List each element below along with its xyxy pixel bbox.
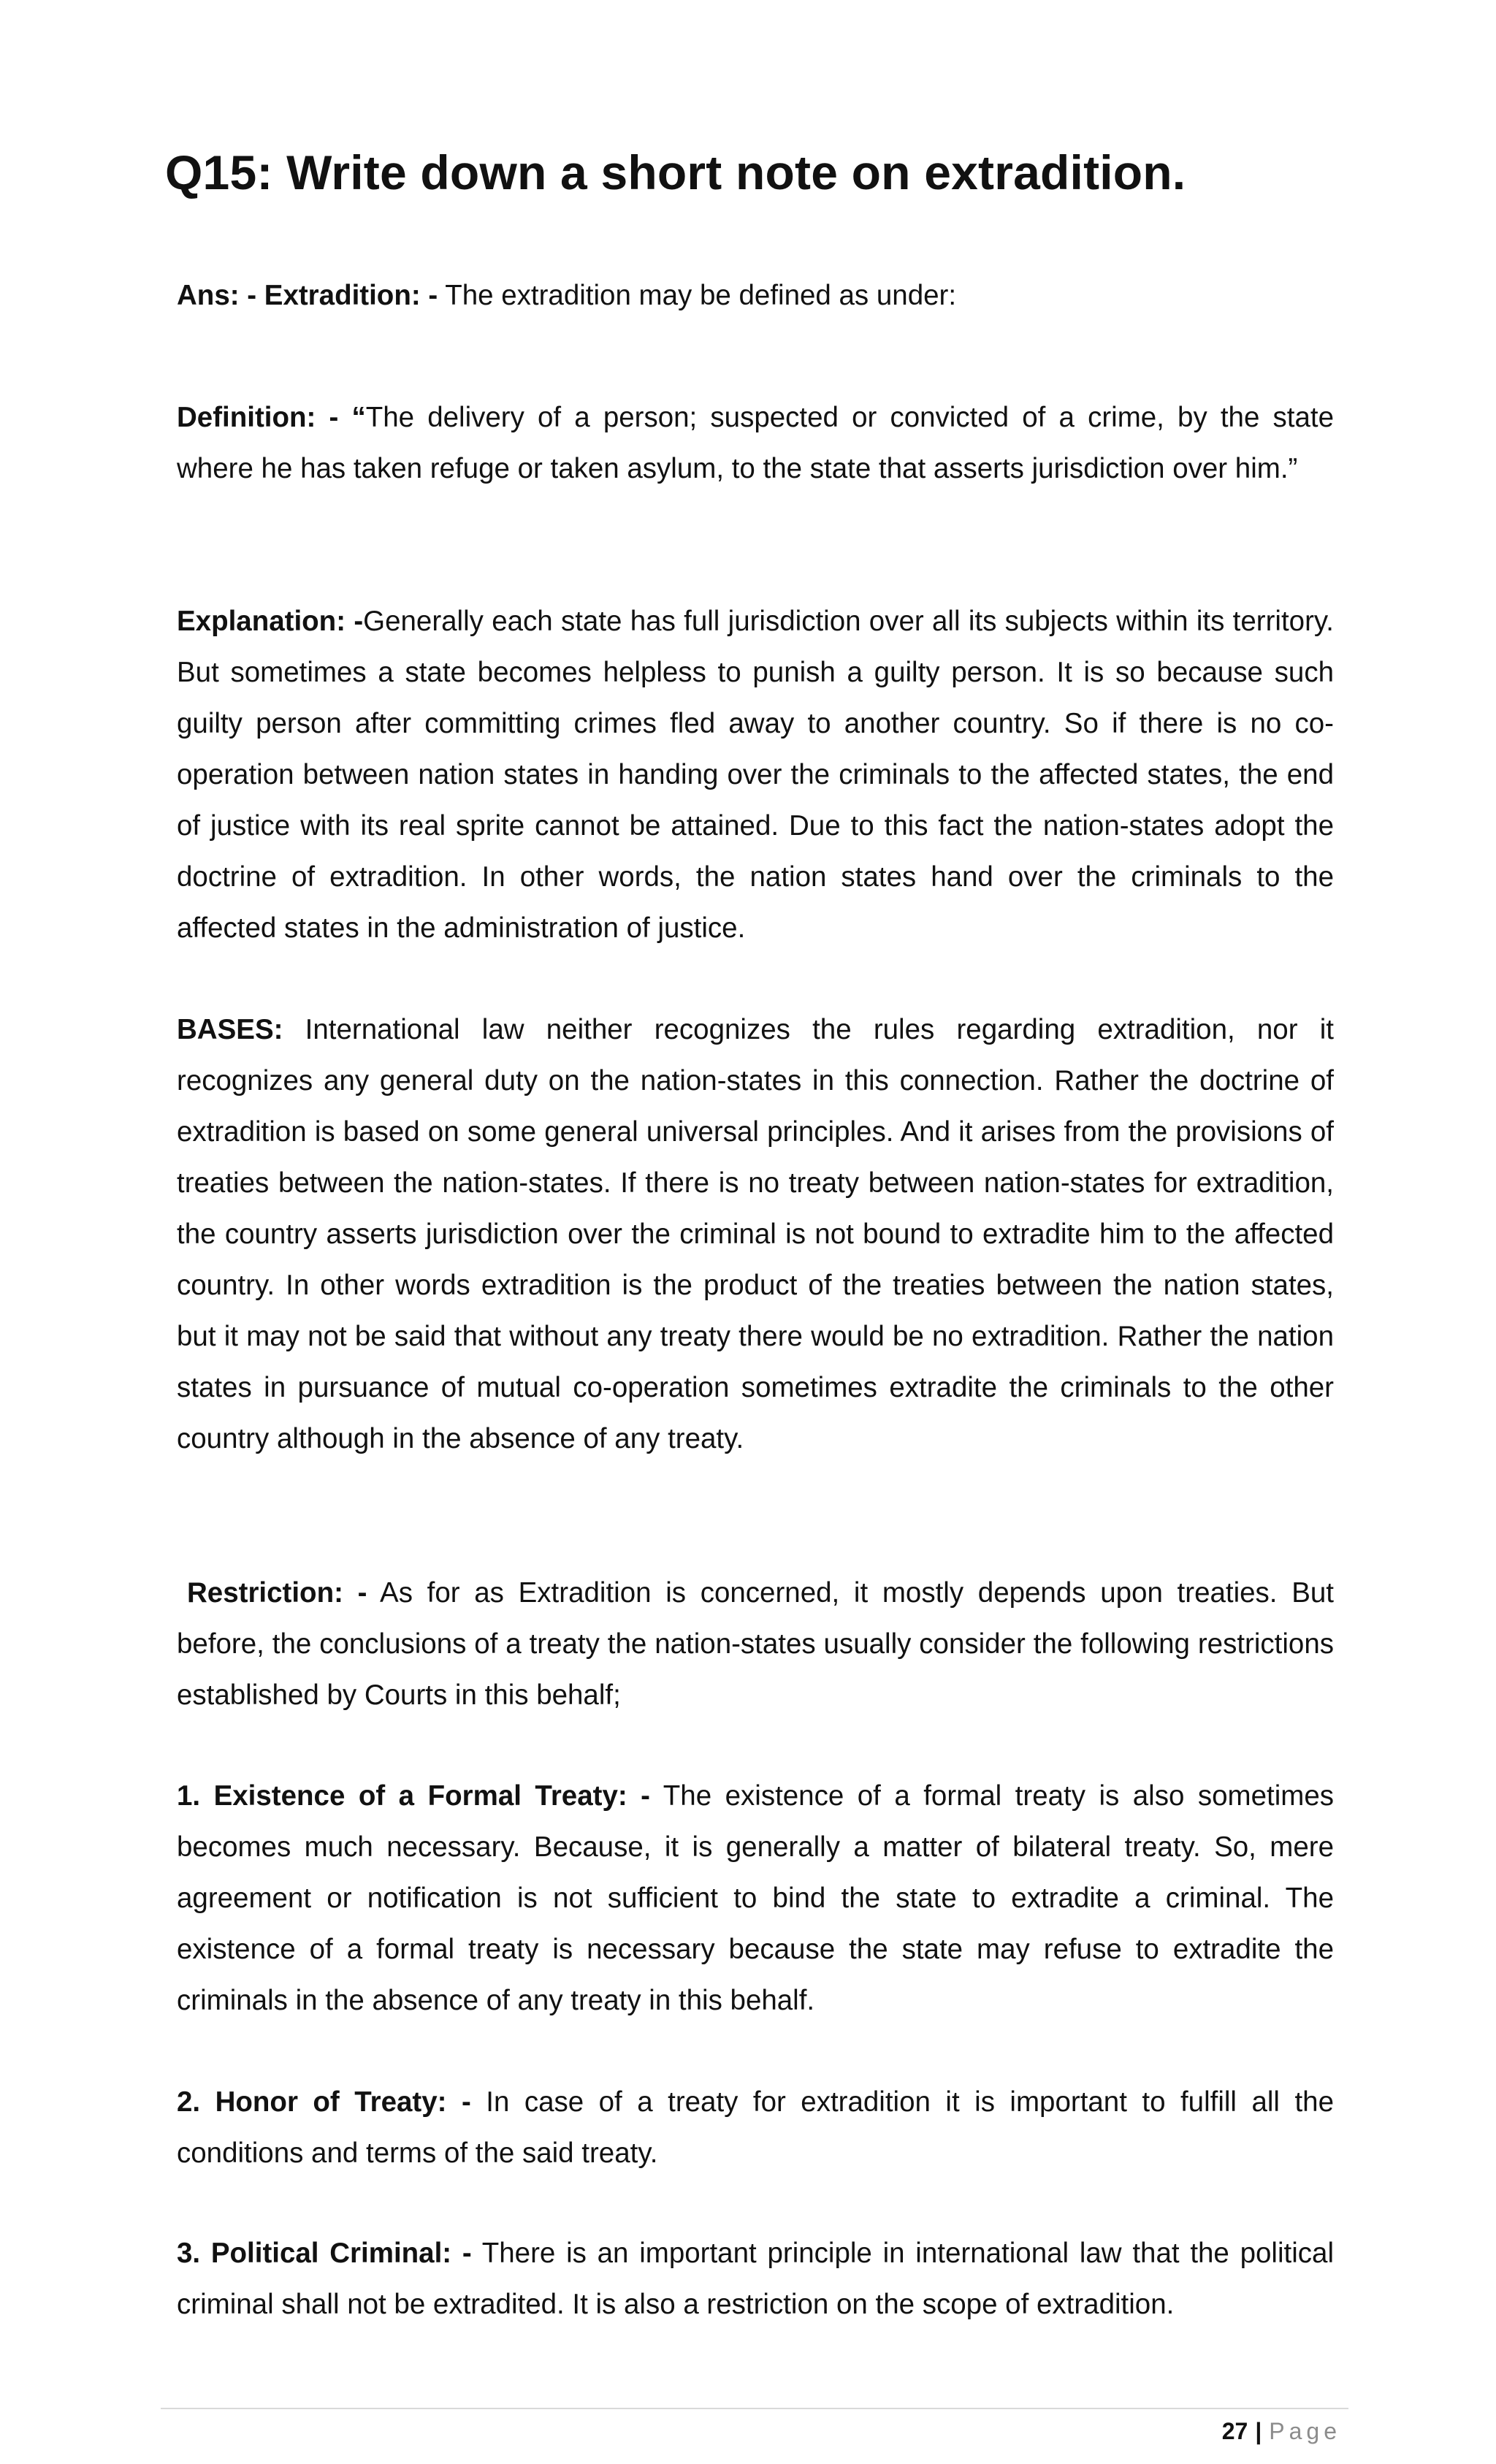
item-text: There is an important principle in international law that the political criminal shall not be extradited. It is also a restriction on the scope of extradition. — [177, 2238, 1334, 2320]
footer-separator: | — [1255, 2418, 1262, 2444]
bases-text: International law neither recognizes the rules regarding extradition, nor it recognizes any general duty on the nation-states in this connection. Rather the doctrine of extradition is based on some general universal principles. And it arises from the provisions of treaties between the nation-states. If there is no treaty between nation-states for extradition, the country asserts jurisdiction over the criminal is not bound to extradite him to the affected country. In other words extradition is the product of the treaties between the nation states, but it may not be said that without any treaty there would be no extradition. Rather the nation states in pursuance of mutual co-operation sometimes extradite the criminals to the other country although in the absence of any treaty. — [177, 1014, 1334, 1454]
page-label: Page — [1269, 2418, 1341, 2444]
item-text: In case of a treaty for extradition it is important to fulfill all the conditions and terms of the said treaty. — [177, 2086, 1334, 2169]
restriction-item-honor-of-treaty — [177, 2077, 1334, 2179]
page-number: 27 — [1221, 2418, 1248, 2444]
restriction-paragraph — [177, 1568, 1334, 1721]
restriction-item-political-criminal — [177, 2228, 1334, 2330]
item-label: 3. Political Criminal: - — [177, 2238, 472, 2269]
explanation-paragraph — [177, 596, 1334, 954]
item-label: 2. Honor of Treaty: - — [177, 2086, 471, 2118]
answer-text: The extradition may be defined as under: — [438, 280, 957, 311]
definition-paragraph — [177, 392, 1334, 495]
footer-divider — [161, 2408, 1348, 2409]
page-footer — [1222, 2415, 1341, 2447]
restriction-text: As for as Extradition is concerned, it mostly depends upon treaties. But before, the conclusions of a treaty the nation-states usually consider the following restrictions established by Courts in this behalf; — [177, 1577, 1334, 1711]
definition-label: Definition: - “ — [177, 402, 366, 433]
question-title: Q15: Write down a short note on extradition. — [165, 145, 1186, 199]
bases-label: BASES: — [177, 1014, 283, 1045]
answer-paragraph — [177, 270, 1334, 321]
explanation-label: Explanation: - — [177, 606, 364, 637]
answer-label: Ans: - Extradition: - — [177, 280, 438, 311]
definition-text: The delivery of a person; suspected or convicted of a crime, by the state where he has taken refuge or taken asylum, to the state that asserts jurisdiction over him.” — [177, 402, 1334, 484]
restriction-item-formal-treaty — [177, 1771, 1334, 2026]
explanation-text: Generally each state has full jurisdiction over all its subjects within its territory. But sometimes a state becomes helpless to punish a guilty person. It is so because such guilty person after committing crimes fled away to another country. So if there is no co-operation between nation states in handing over the criminals to the affected states, the end of justice with its real sprite cannot be attained. Due to this fact the nation-states adopt the doctrine of extradition. In other words, the nation states hand over the criminals to the affected states in the administration of justice. — [177, 606, 1334, 944]
restriction-label: Restriction: - — [187, 1577, 367, 1609]
bases-paragraph — [177, 1004, 1334, 1465]
item-text: The existence of a formal treaty is also sometimes becomes much necessary. Because, it is generally a matter of bilateral treaty. So, mere agreement or notification is not sufficient to bind the state to extradite a criminal. The existence of a formal treaty is necessary because the state may refuse to extradite the criminals in the absence of any treaty in this behalf. — [177, 1780, 1334, 2016]
item-label: 1. Existence of a Formal Treaty: - — [177, 1780, 650, 1812]
